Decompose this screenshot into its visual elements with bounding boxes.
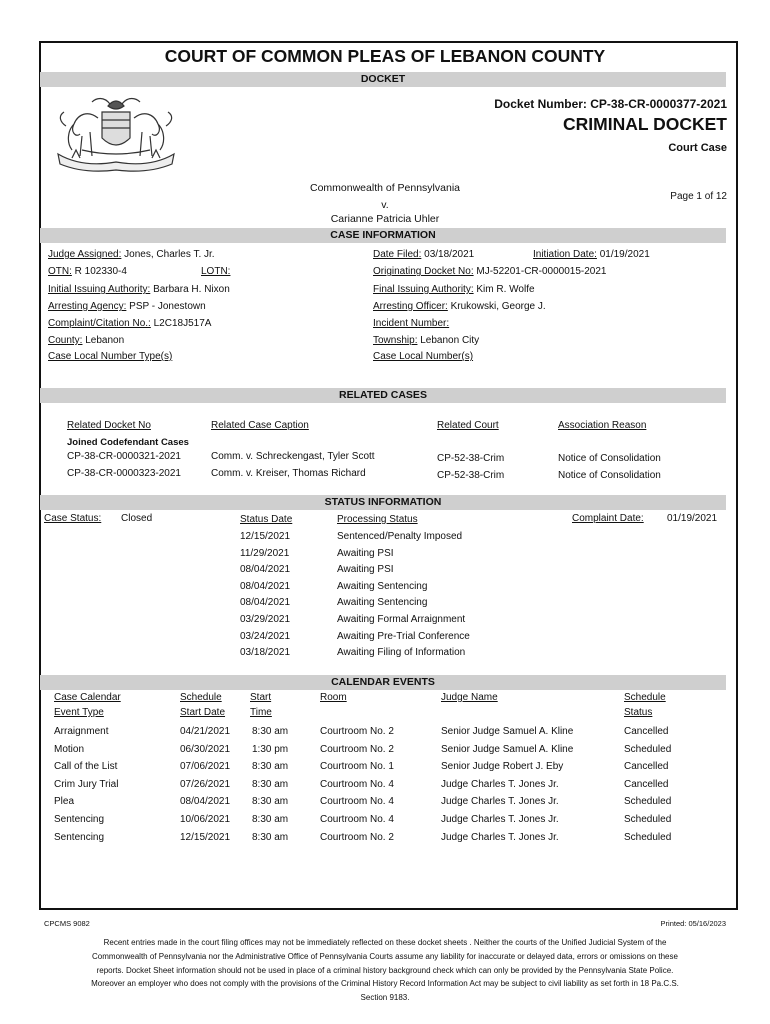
complaint-label: Complaint/Citation No.:	[48, 318, 151, 329]
status-row-date: 08/04/2021	[240, 564, 291, 575]
calendar-row-event: Sentencing	[54, 832, 105, 843]
calendar-row-status: Cancelled	[624, 761, 669, 772]
status-row-date: 11/29/2021	[240, 548, 290, 559]
calendar-row-status: Cancelled	[624, 779, 669, 790]
county-label: County:	[48, 335, 83, 346]
page-number: Page 1 of 12	[670, 191, 727, 202]
arresting-agency	[48, 301, 206, 313]
date-filed	[373, 249, 474, 261]
calendar-row-room: Courtroom No. 2	[320, 744, 394, 755]
status-row-processing: Awaiting Formal Arraignment	[337, 614, 466, 625]
calendar-row-status: Scheduled	[624, 796, 672, 807]
complaint-date-label: Complaint Date:	[572, 513, 644, 524]
calendar-row-time: 8:30 am	[252, 779, 289, 790]
status-row-date: 08/04/2021	[240, 581, 291, 592]
calendar-row-event: Motion	[54, 744, 85, 755]
status-row-processing: Sentenced/Penalty Imposed	[337, 531, 463, 542]
printed-date: Printed: 05/16/2023	[660, 919, 726, 928]
calendar-row-time: 8:30 am	[252, 726, 289, 737]
related-row-court: CP-52-38-Crim	[437, 453, 505, 464]
case-status	[44, 513, 101, 525]
status-col-date: Status Date	[240, 514, 293, 525]
initial-auth-label: Initial Issuing Authority:	[48, 284, 151, 295]
county-value: Lebanon	[85, 335, 125, 346]
related-col-court: Related Court	[437, 420, 499, 431]
calendar-row-status: Scheduled	[624, 814, 672, 825]
judge-label: Judge Assigned:	[48, 249, 122, 260]
cal-col-status-2: Status	[624, 707, 653, 718]
disclaimer: Recent entries made in the court filing offices may not be immediately reflected on these docket sheets . Neither the courts of the Unified Judicial System of the Commonwealth of Pennsylvania nor the Administrative Office of Pennsylvania Courts assume any liability for inaccurate or delayed data, errors or omissions on these reports. Docket Sheet information should not be used in place of a criminal history background check which can only be provided by the Pennsylvania State Police. Moreover an employer who does not comply with the provisions of the Criminal History Record Information Act may be subject to civil liability as set forth in 18 Pa.C.S. Section 9183.	[91, 938, 679, 1003]
related-row-docket: CP-38-CR-0000321-2021	[67, 451, 181, 462]
otn	[48, 266, 127, 278]
calendar-row-time: 8:30 am	[252, 814, 289, 825]
final-auth-value: Kim R. Wolfe	[476, 284, 535, 295]
otn-label: OTN:	[48, 266, 72, 277]
incident-number	[373, 318, 449, 330]
final-issuing-authority	[373, 284, 535, 296]
related-col-reason: Association Reason	[558, 420, 647, 431]
initial-issuing-authority	[48, 284, 230, 296]
status-row-processing: Awaiting PSI	[337, 564, 394, 575]
status-row-date: 08/04/2021	[240, 597, 291, 608]
pennsylvania-seal-icon	[52, 92, 180, 174]
arresting-officer-label: Arresting Officer:	[373, 301, 448, 312]
judge-value: Jones, Charles T. Jr.	[124, 249, 215, 260]
caption-versus: v.	[381, 199, 389, 211]
complaint-citation	[48, 318, 211, 330]
judge-assigned	[48, 249, 215, 261]
township	[373, 335, 479, 347]
cal-col-time-2: Time	[250, 707, 272, 718]
case-local-numbers: Case Local Number(s)	[373, 351, 474, 362]
calendar-row-status: Scheduled	[624, 832, 672, 843]
calendar-row-time: 8:30 am	[252, 796, 289, 807]
status-row-date: 03/24/2021	[240, 631, 291, 642]
calendar-row-judge: Judge Charles T. Jones Jr.	[441, 796, 559, 807]
cal-col-status-1: Schedule	[624, 692, 666, 703]
cal-col-judge: Judge Name	[441, 692, 498, 703]
final-auth-label: Final Issuing Authority:	[373, 284, 474, 295]
complaint-value: L2C18J517A	[153, 318, 212, 329]
status-row-date: 03/18/2021	[240, 647, 291, 658]
orig-docket-value: MJ-52201-CR-0000015-2021	[476, 266, 607, 277]
arresting-officer-value: Krukowski, George J.	[450, 301, 546, 312]
complaint-date-value: 01/19/2021	[667, 513, 718, 524]
calendar-row-date: 07/26/2021	[180, 779, 231, 790]
status-row-processing: Awaiting Sentencing	[337, 597, 428, 608]
calendar-row-judge: Senior Judge Samuel A. Kline	[441, 744, 574, 755]
cal-col-date-2: Start Date	[180, 707, 226, 718]
related-cases-bar: RELATED CASES	[40, 388, 726, 403]
township-value: Lebanon City	[420, 335, 480, 346]
calendar-row-time: 8:30 am	[252, 832, 289, 843]
arresting-agency-label: Arresting Agency:	[48, 301, 127, 312]
township-label: Township:	[373, 335, 418, 346]
calendar-row-event: Arraignment	[54, 726, 109, 737]
cal-col-time-1: Start	[250, 692, 272, 703]
related-row-caption: Comm. v. Kreiser, Thomas Richard	[211, 468, 366, 479]
calendar-row-date: 12/15/2021	[180, 832, 231, 843]
related-col-caption: Related Case Caption	[211, 420, 309, 431]
caption-defendant: Carianne Patricia Uhler	[330, 213, 440, 225]
calendar-row-judge: Judge Charles T. Jones Jr.	[441, 814, 559, 825]
calendar-row-event: Sentencing	[54, 814, 105, 825]
calendar-row-judge: Senior Judge Robert J. Eby	[441, 761, 564, 772]
arresting-officer	[373, 301, 546, 313]
date-filed-label: Date Filed:	[373, 249, 422, 260]
calendar-row-judge: Judge Charles T. Jones Jr.	[441, 832, 559, 843]
status-row-date: 12/15/2021	[240, 531, 291, 542]
calendar-row-date: 04/21/2021	[180, 726, 231, 737]
calendar-row-room: Courtroom No. 4	[320, 779, 394, 790]
cal-col-event-1: Case Calendar	[54, 692, 121, 703]
originating-docket	[373, 266, 606, 278]
incident-label: Incident Number:	[373, 318, 450, 329]
cal-col-date-1: Schedule	[180, 692, 222, 703]
calendar-events-bar: CALENDAR EVENTS	[40, 675, 726, 690]
calendar-row-event: Crim Jury Trial	[54, 779, 119, 790]
calendar-row-event: Plea	[54, 796, 75, 807]
calendar-row-judge: Senior Judge Samuel A. Kline	[441, 726, 574, 737]
status-row-processing: Awaiting Filing of Information	[337, 647, 466, 658]
initial-auth-value: Barbara H. Nixon	[153, 284, 230, 295]
otn-value: R 102330-4	[74, 266, 127, 277]
cal-col-room: Room	[320, 692, 347, 703]
lotn	[201, 266, 230, 278]
calendar-row-room: Courtroom No. 2	[320, 726, 394, 737]
form-id: CPCMS 9082	[44, 919, 90, 928]
calendar-row-judge: Judge Charles T. Jones Jr.	[441, 779, 559, 790]
case-local-number-types: Case Local Number Type(s)	[48, 351, 173, 362]
calendar-row-room: Courtroom No. 1	[320, 761, 394, 772]
court-title: COURT OF COMMON PLEAS OF LEBANON COUNTY	[164, 46, 606, 66]
status-row-processing: Awaiting Pre-Trial Conference	[337, 631, 470, 642]
date-filed-value: 03/18/2021	[424, 249, 475, 260]
docket-bar: DOCKET	[40, 72, 726, 87]
calendar-row-date: 08/04/2021	[180, 796, 231, 807]
lotn-label: LOTN:	[201, 266, 231, 277]
calendar-row-status: Scheduled	[624, 744, 672, 755]
initiation-date	[533, 249, 650, 261]
status-row-processing: Awaiting PSI	[337, 548, 394, 559]
status-row-date: 03/29/2021	[240, 614, 291, 625]
calendar-row-time: 1:30 pm	[252, 744, 289, 755]
calendar-row-event: Call of the List	[54, 761, 118, 772]
orig-docket-label: Originating Docket No:	[373, 266, 474, 277]
status-row-processing: Awaiting Sentencing	[337, 581, 428, 592]
case-status-value: Closed	[121, 513, 153, 524]
arresting-agency-value: PSP - Jonestown	[129, 301, 206, 312]
docket-number: Docket Number: CP-38-CR-0000377-2021	[494, 97, 727, 111]
related-row-reason: Notice of Consolidation	[558, 470, 661, 481]
initiation-label: Initiation Date:	[533, 249, 597, 260]
calendar-row-room: Courtroom No. 2	[320, 832, 394, 843]
docket-type: CRIMINAL DOCKET	[563, 114, 727, 134]
case-status-label: Case Status:	[44, 513, 102, 524]
status-information-bar: STATUS INFORMATION	[40, 495, 726, 510]
calendar-row-room: Courtroom No. 4	[320, 814, 394, 825]
related-row-reason: Notice of Consolidation	[558, 453, 661, 464]
case-kind: Court Case	[668, 142, 727, 154]
cal-col-event-2: Event Type	[54, 707, 104, 718]
calendar-row-date: 06/30/2021	[180, 744, 231, 755]
calendar-row-room: Courtroom No. 4	[320, 796, 394, 807]
case-information-bar: CASE INFORMATION	[40, 228, 726, 243]
related-row-caption: Comm. v. Schreckengast, Tyler Scott	[211, 451, 375, 462]
status-col-processing: Processing Status	[337, 514, 418, 525]
caption-plaintiff: Commonwealth of Pennsylvania	[310, 182, 460, 194]
related-row-court: CP-52-38-Crim	[437, 470, 505, 481]
calendar-row-time: 8:30 am	[252, 761, 289, 772]
initiation-value: 01/19/2021	[599, 249, 650, 260]
calendar-row-date: 07/06/2021	[180, 761, 231, 772]
related-row-docket: CP-38-CR-0000323-2021	[67, 468, 181, 479]
related-col-docket: Related Docket No	[67, 420, 151, 431]
calendar-row-status: Cancelled	[624, 726, 669, 737]
calendar-row-date: 10/06/2021	[180, 814, 231, 825]
related-group-label: Joined Codefendant Cases	[67, 437, 189, 448]
county	[48, 335, 124, 347]
